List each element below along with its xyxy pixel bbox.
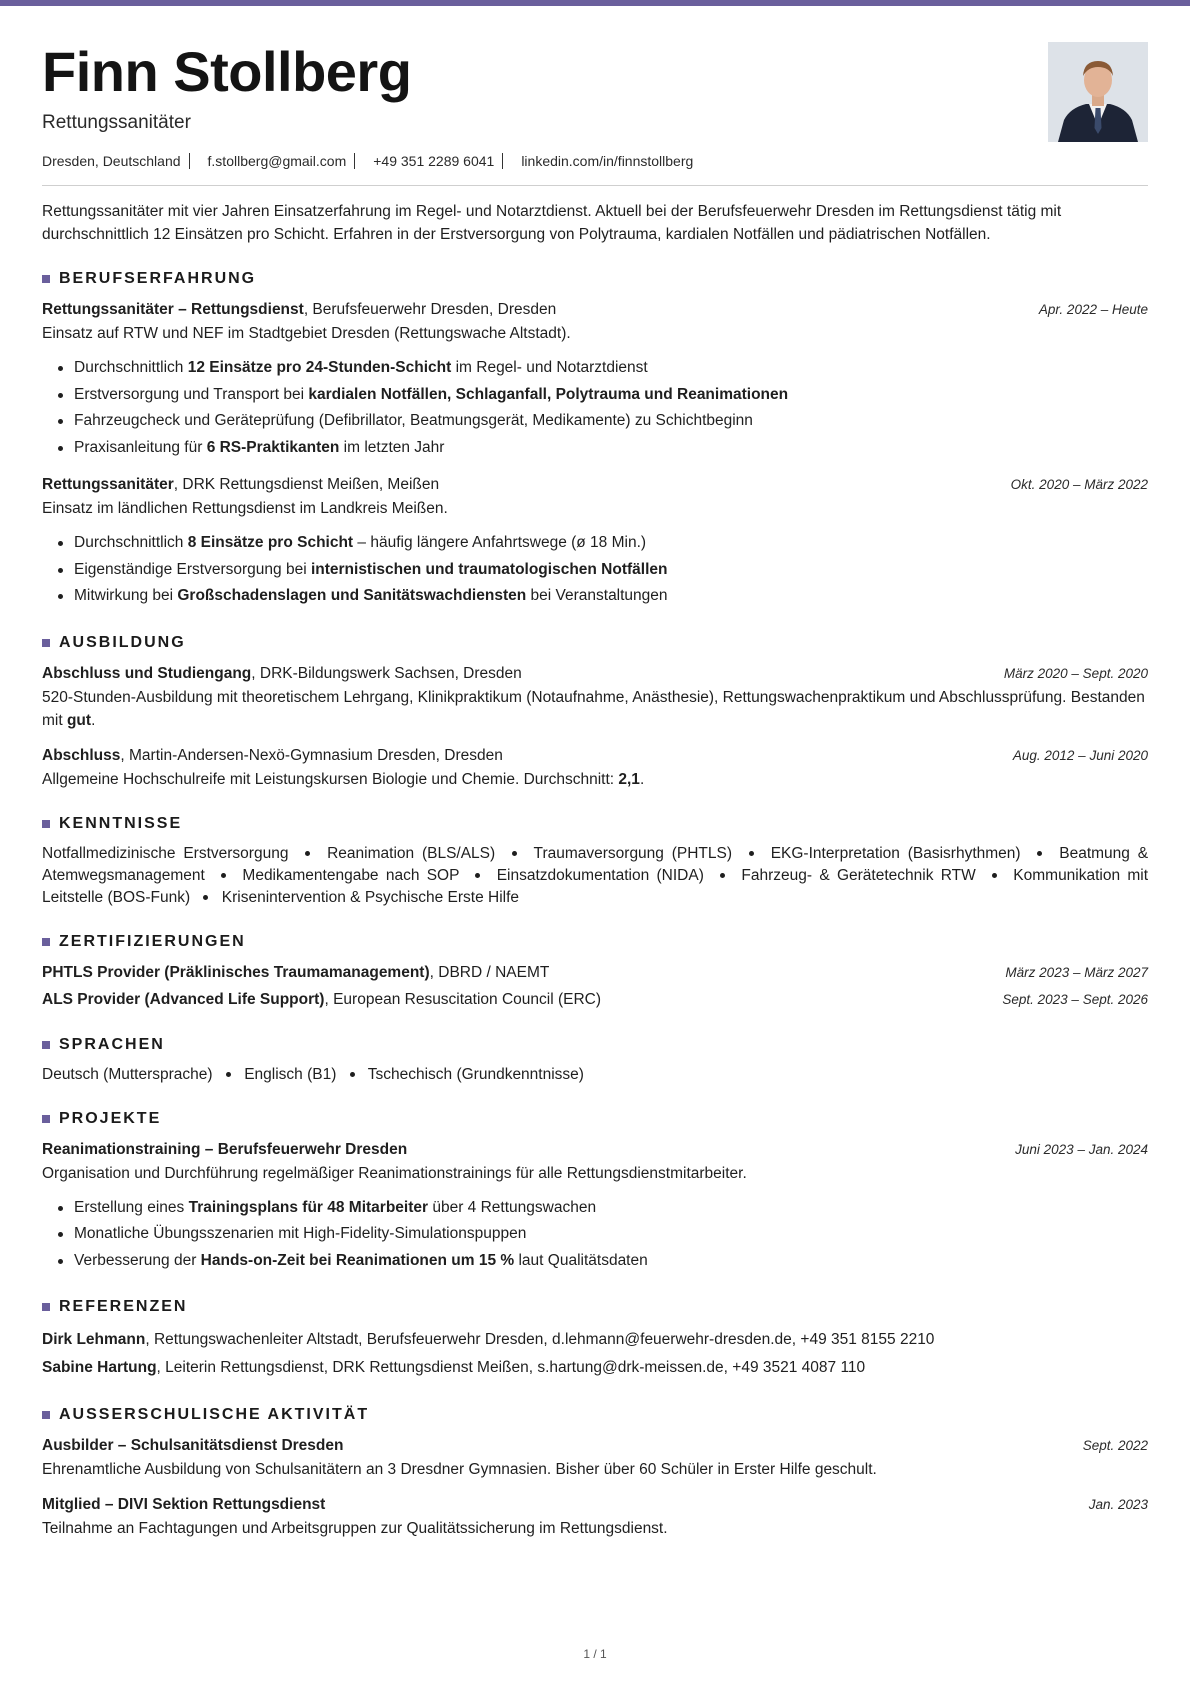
text-run: 520-Stunden-Ausbildung mit theoretischem Lehrgang, Klinikpraktikum (Notaufnahme, Anästhesie), Rettungswachenpraktikum und Abschlussprüfung. Bestanden mit xyxy=(42,688,1145,729)
text-run: Eigenständige Erstversorgung bei xyxy=(74,560,311,578)
square-marker-icon xyxy=(42,1041,50,1049)
text-run: Durchschnittlich xyxy=(74,359,188,376)
skill-item: Reanimation (BLS/ALS) xyxy=(327,844,496,862)
entry-date: Sept. 2023 – Sept. 2026 xyxy=(1002,991,1148,1007)
entry-date: März 2023 – März 2027 xyxy=(1005,964,1148,980)
section-title-text: ZERTIFIZIERUNGEN xyxy=(59,932,246,950)
contact-phone[interactable]: +49 351 2289 6041 xyxy=(373,153,495,169)
entry-title: PHTLS Provider (Präklinisches Traumamanagement) xyxy=(42,963,430,981)
section-activities xyxy=(42,1406,1148,1540)
entry-title: Ausbilder – Schulsanitätsdienst Dresden xyxy=(42,1437,344,1454)
language-item: Englisch (B1) xyxy=(244,1065,337,1083)
text-run: im letzten Jahr xyxy=(339,438,445,456)
bullet-separator-icon xyxy=(221,873,226,878)
bullet-item xyxy=(56,355,1148,382)
emphasis-text: Großschadenslagen und Sanitätswachdiensten xyxy=(177,587,527,604)
section-title-text: SPRACHEN xyxy=(59,1035,165,1053)
contact-divider xyxy=(189,153,190,169)
emphasis-text: gut xyxy=(66,711,92,729)
skill-item: Fahrzeug- & Gerätetechnik RTW xyxy=(741,866,976,884)
text-run: im Regel- und Notarztdienst xyxy=(451,359,648,376)
section-languages xyxy=(42,1036,1148,1086)
entry-org: , DRK Rettungsdienst Meißen, Meißen xyxy=(173,476,440,493)
entry-org: , DBRD / NAEMT xyxy=(429,963,550,981)
section-references xyxy=(42,1298,1148,1382)
section-heading xyxy=(42,270,1148,288)
bullet-item xyxy=(56,557,1148,584)
text-run: . xyxy=(91,711,96,729)
page-number: 1 / 1 xyxy=(583,1647,607,1661)
section-title-text: REFERENZEN xyxy=(59,1298,188,1315)
bullet-separator-icon xyxy=(226,1072,231,1077)
bullet-item xyxy=(56,408,1148,435)
emphasis-text: internistischen und traumatologischen Notfällen xyxy=(310,560,668,578)
entry-title: Rettungssanitäter xyxy=(42,476,174,493)
header-divider xyxy=(42,185,1148,186)
bullet-list xyxy=(56,355,1148,461)
section-skills xyxy=(42,815,1148,909)
bullet-list xyxy=(56,1195,1148,1275)
education-entry xyxy=(42,744,1148,791)
bullet-item xyxy=(56,435,1148,462)
entry-date: Okt. 2020 – März 2022 xyxy=(1010,477,1148,492)
bullet-list xyxy=(56,530,1148,610)
text-run: Allgemeine Hochschulreife mit Leistungskursen Biologie und Chemie. Durchschnitt: xyxy=(42,770,619,788)
entry-title: Mitglied – DIVI Sektion Rettungsdienst xyxy=(42,1496,326,1513)
bullet-separator-icon xyxy=(305,851,310,856)
profile-summary: Rettungssanitäter mit vier Jahren Einsatzerfahrung im Regel- und Notarztdienst. Aktuell bei der Berufsfeuerwehr Dresden im Rettungsdienst tätig mit durchschnittlich 12 Einsätzen pro Schicht. Erfahren in der Erstversorgung von Polytrauma, kardialen Notfällen und pädiatrischen Notfällen. xyxy=(42,203,1062,243)
contact-linkedin[interactable]: linkedin.com/in/finnstollberg xyxy=(521,153,694,169)
contact-location: Dresden, Deutschland xyxy=(42,153,181,169)
text-run: über 4 Rettungswachen xyxy=(428,1198,597,1216)
skill-item: Beatmung & Atemwegsmanagement xyxy=(42,844,1149,884)
section-heading xyxy=(42,933,1148,951)
entry-org: , European Resuscitation Council (ERC) xyxy=(324,990,602,1008)
resume-header xyxy=(42,6,1148,186)
entry-title: ALS Provider (Advanced Life Support) xyxy=(42,990,325,1008)
entry-title: Abschluss und Studiengang xyxy=(42,664,252,682)
entry-description: Ehrenamtliche Ausbildung von Schulsanitätern an 3 Dresdner Gymnasien. Bisher über 60 Schüler in Erster Hilfe geschult. xyxy=(42,1461,877,1478)
text-run: Verbesserung der xyxy=(74,1251,201,1269)
emphasis-text: Hands-on-Zeit bei Reanimationen um 15 % xyxy=(200,1251,515,1269)
emphasis-text: 6 RS-Praktikanten xyxy=(206,438,340,456)
section-heading xyxy=(42,1036,1148,1054)
skill-item: Krisenintervention & Psychische Erste Hilfe xyxy=(221,888,520,906)
reference-name: Sabine Hartung xyxy=(42,1359,157,1376)
project-entry xyxy=(42,1138,1148,1275)
entry-header xyxy=(42,1138,1148,1162)
section-title-text: AUSSERSCHULISCHE AKTIVITÄT xyxy=(59,1406,370,1423)
emphasis-text: 2,1 xyxy=(618,770,640,788)
section-heading xyxy=(42,1110,1148,1128)
text-run: Mitwirkung bei xyxy=(74,587,178,604)
emphasis-text: Trainingsplans für 48 Mitarbeiter xyxy=(188,1198,429,1216)
bullet-separator-icon xyxy=(203,895,208,900)
section-heading xyxy=(42,815,1148,833)
text-run: Erstellung eines xyxy=(74,1198,189,1216)
section-education xyxy=(42,634,1148,791)
contact-divider xyxy=(354,153,355,169)
emphasis-text: 12 Einsätze pro 24-Stunden-Schicht xyxy=(187,359,452,376)
entry-date: Aug. 2012 – Juni 2020 xyxy=(1012,747,1148,763)
candidate-name: Finn Stollberg xyxy=(42,40,412,103)
section-certifications xyxy=(42,933,1148,1012)
reference-details: , Leiterin Rettungsdienst, DRK Rettungsdienst Meißen, s.hartung@drk-meissen.de, +49 3521 4087 110 xyxy=(156,1359,866,1376)
skills-list xyxy=(42,843,1148,909)
contact-line xyxy=(42,153,693,169)
bullet-separator-icon xyxy=(749,851,754,856)
section-heading xyxy=(42,634,1148,652)
text-run: laut Qualitätsdaten xyxy=(514,1251,648,1269)
bullet-item xyxy=(56,382,1148,409)
section-title-text: BERUFSERFAHRUNG xyxy=(59,270,257,287)
bullet-item xyxy=(56,1195,1148,1222)
entry-header xyxy=(42,473,1148,497)
experience-entry xyxy=(42,298,1148,461)
bullet-item xyxy=(56,530,1148,557)
resume-page xyxy=(42,6,1148,1552)
square-marker-icon xyxy=(42,1303,50,1311)
bullet-separator-icon xyxy=(720,873,725,878)
contact-email[interactable]: f.stollberg@gmail.com xyxy=(207,153,347,169)
section-experience xyxy=(42,270,1148,610)
entry-org: , DRK-Bildungswerk Sachsen, Dresden xyxy=(251,664,522,682)
entry-date: Jan. 2023 xyxy=(1088,1497,1148,1512)
text-run: Monatliche Übungsszenarien mit High-Fidelity-Simulationspuppen xyxy=(74,1225,527,1242)
candidate-role: Rettungssanitäter xyxy=(42,112,191,133)
square-marker-icon xyxy=(42,1115,50,1123)
reference-entry xyxy=(42,1326,1148,1354)
text-run: Praxisanleitung für xyxy=(74,438,207,456)
skill-item: Medikamentengabe nach SOP xyxy=(242,866,460,884)
text-run: bei Veranstaltungen xyxy=(526,587,668,604)
bullet-separator-icon xyxy=(475,873,480,878)
entry-title: Reanimationstraining – Berufsfeuerwehr Dresden xyxy=(42,1140,408,1158)
entry-title: Rettungssanitäter – Rettungsdienst xyxy=(42,301,304,318)
entry-date: Juni 2023 – Jan. 2024 xyxy=(1015,1141,1148,1157)
section-heading xyxy=(42,1298,1148,1316)
certification-entry xyxy=(42,961,1148,985)
reference-name: Dirk Lehmann xyxy=(42,1331,146,1348)
emphasis-text: kardialen Notfällen, Schlaganfall, Polytrauma und Reanimationen xyxy=(308,385,789,403)
square-marker-icon xyxy=(42,938,50,946)
section-title-text: AUSBILDUNG xyxy=(59,633,186,651)
entry-org: , Berufsfeuerwehr Dresden, Dresden xyxy=(303,301,557,318)
skill-item: Einsatzdokumentation (NIDA) xyxy=(496,866,704,884)
text-run: – häufig längere Anfahrtswege (ø 18 Min.) xyxy=(353,534,647,551)
profile-photo xyxy=(1048,42,1148,142)
skill-item: Notfallmedizinische Erstversorgung xyxy=(42,844,289,862)
text-run: Fahrzeugcheck und Geräteprüfung (Defibrillator, Beatmungsgerät, Medikamente) zu Schichtbeginn xyxy=(74,412,753,429)
text-run: Erstversorgung und Transport bei xyxy=(74,385,309,403)
skill-item: EKG-Interpretation (Basisrhythmen) xyxy=(770,844,1021,862)
entry-description xyxy=(42,768,1148,791)
activity-entry xyxy=(42,1434,1148,1481)
bullet-separator-icon xyxy=(1037,851,1042,856)
certification-entry xyxy=(42,988,1148,1012)
square-marker-icon xyxy=(42,820,50,828)
education-entry xyxy=(42,662,1148,732)
reference-entry xyxy=(42,1354,1148,1382)
square-marker-icon xyxy=(42,1411,50,1419)
entry-header xyxy=(42,1434,1148,1458)
entry-date: März 2020 – Sept. 2020 xyxy=(1003,665,1148,681)
language-item: Tschechisch (Grundkenntnisse) xyxy=(367,1065,584,1083)
experience-entry xyxy=(42,473,1148,610)
bullet-item xyxy=(56,583,1148,610)
contact-divider xyxy=(502,153,503,169)
section-heading xyxy=(42,1406,1148,1424)
skill-item: Traumaversorgung (PHTLS) xyxy=(533,844,733,862)
emphasis-text: 8 Einsätze pro Schicht xyxy=(187,534,354,551)
entry-description xyxy=(42,686,1148,732)
entry-description: Teilnahme an Fachtagungen und Arbeitsgruppen zur Qualitätssicherung im Rettungsdienst. xyxy=(42,1520,668,1537)
text-run: . xyxy=(639,770,645,788)
bullet-item xyxy=(56,1248,1148,1275)
bullet-separator-icon xyxy=(350,1072,355,1077)
reference-details: , Rettungswachenleiter Altstadt, Berufsfeuerwehr Dresden, d.lehmann@feuerwehr-dresden.de, +49 351 8155 2210 xyxy=(145,1331,935,1348)
square-marker-icon xyxy=(42,275,50,283)
skill-item: Kommunikation mit Leitstelle (BOS-Funk) xyxy=(42,866,1149,906)
language-item: Deutsch (Muttersprache) xyxy=(42,1065,213,1083)
entry-header xyxy=(42,744,1148,768)
bullet-separator-icon xyxy=(992,873,997,878)
entry-title: Abschluss xyxy=(42,746,121,764)
square-marker-icon xyxy=(42,639,50,647)
portrait-image xyxy=(1048,42,1148,142)
entry-header xyxy=(42,298,1148,322)
entry-org: , Martin-Andersen-Nexö-Gymnasium Dresden, Dresden xyxy=(120,746,503,764)
text-run: Durchschnittlich xyxy=(74,534,188,551)
entry-header xyxy=(42,662,1148,686)
section-projects xyxy=(42,1110,1148,1275)
entry-description: Organisation und Durchführung regelmäßiger Reanimationstrainings für alle Rettungsdienstmitarbeiter. xyxy=(42,1164,747,1182)
section-title-text: PROJEKTE xyxy=(59,1109,162,1127)
bullet-separator-icon xyxy=(512,851,517,856)
entry-header xyxy=(42,1493,1148,1517)
section-title-text: KENNTNISSE xyxy=(59,814,183,832)
entry-description: Einsatz im ländlichen Rettungsdienst im Landkreis Meißen. xyxy=(42,500,448,517)
bullet-item xyxy=(56,1221,1148,1248)
languages-list xyxy=(42,1064,1148,1086)
entry-date: Sept. 2022 xyxy=(1082,1438,1148,1453)
entry-date: Apr. 2022 – Heute xyxy=(1038,302,1148,317)
entry-description: Einsatz auf RTW und NEF im Stadtgebiet Dresden (Rettungswache Altstadt). xyxy=(42,325,571,342)
activity-entry xyxy=(42,1493,1148,1540)
